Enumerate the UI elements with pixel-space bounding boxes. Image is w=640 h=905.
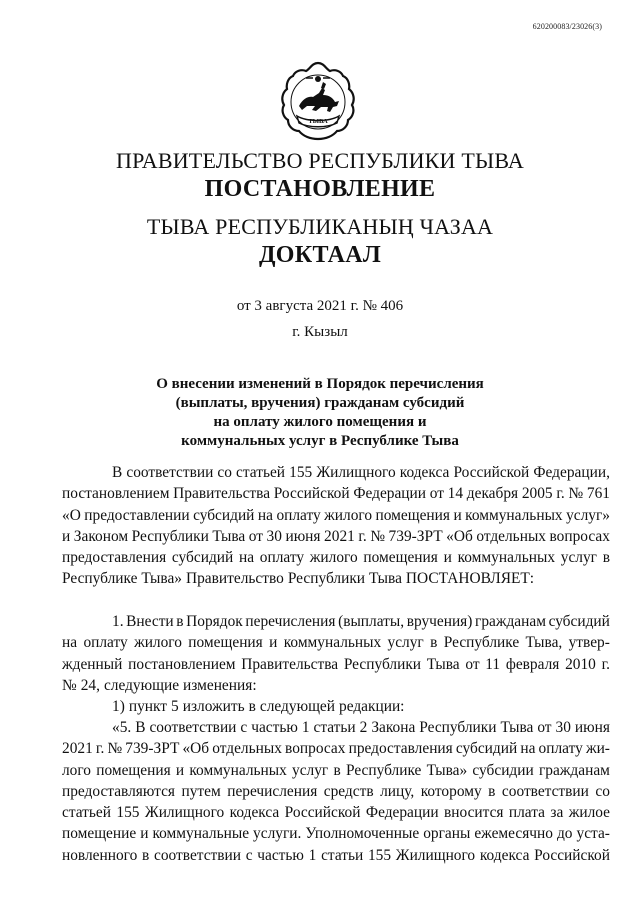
word: декабря [466,485,519,503]
word: помещения [363,549,438,567]
word: редакции: [339,698,405,715]
text-line [62,738,610,759]
word: с [240,719,248,736]
word: г. [358,527,367,545]
word: органы [423,825,471,843]
word: постановлением [128,655,236,673]
word: и [175,761,185,779]
word: оплату [538,740,583,758]
date-number: от 3 августа 2021 г. № 406 [236,298,404,314]
word: 30 [266,527,282,545]
text-line [62,760,610,781]
word: «Об [446,527,473,545]
word: 11 [485,655,501,673]
word: Российской [534,846,610,864]
subject-line: на оплату жилого помещения и [213,414,427,430]
word: 1. [112,613,124,630]
word: февраля [505,655,560,673]
word: субсидий [171,549,234,567]
text-line [62,505,610,526]
word: от [537,719,552,736]
word: июня [285,527,321,545]
word: услуг [560,549,597,567]
city: г. Кызыл [292,324,348,340]
text-line [62,823,610,844]
word: Российской [453,464,530,481]
word: жилого [324,506,373,524]
word: Тыва [500,719,534,736]
word: соответствии [154,846,241,864]
government-title-tyvan: ТЫВА РЕСПУБЛИКАНЫҢ ЧАЗАА [146,214,494,239]
word: оплату [83,634,128,652]
subject-line: (выплаты, вручения) гражданам субсидий [175,395,465,411]
word: ПОСТАНОВЛЯЕТ: [405,570,535,588]
word: Республики [287,570,366,588]
word: в [176,613,184,630]
word: кодекса [399,464,450,481]
word: Законом [73,527,129,545]
word: Порядок [186,613,243,630]
word: субсидий [548,613,610,630]
word: в [430,634,438,652]
decree-subject [0,375,640,451]
word: Республике [345,761,422,779]
word: 30 [555,719,571,736]
word: соответствии [126,464,214,481]
word: перечисления [245,613,336,630]
word: В [112,464,123,481]
word: перечисления [227,782,318,800]
word: статьи [313,719,356,736]
word: вопросах [285,740,346,758]
word: № [107,740,123,758]
word: № [62,676,77,694]
word: утвер- [568,634,610,652]
word: Республики [343,655,422,673]
word: июня [574,719,610,736]
word: Федерации [365,804,439,822]
word: соответствии [149,719,237,736]
word: Тыва [369,570,402,588]
word: 761 [586,485,610,503]
word: на [238,549,255,567]
word: кодекса [479,846,530,864]
word: Тыва» [426,761,468,779]
word: услуг [292,761,329,779]
word: 5 [171,698,179,715]
word: Закона [371,719,416,736]
word: с [245,846,253,864]
word: 24, [80,676,100,694]
word: предоставляются [62,782,175,800]
word: Тыва [212,527,246,545]
word: лицу, [380,782,415,800]
word: Республике [62,570,138,588]
word: новленного [62,846,138,864]
word: следующей [259,698,336,715]
word: и [140,825,149,843]
text-line [62,654,610,675]
word: до [556,825,573,843]
word: предоставления [348,740,453,758]
word: Республики [419,719,497,736]
word: изложить [182,698,245,715]
word: Внести [126,613,174,630]
text-line [62,675,610,696]
word: 14 [447,485,464,503]
word: коммунальных [465,506,563,524]
word: коммунальные [152,825,250,843]
text-line [62,696,610,717]
word: Российской [273,485,350,503]
word: на [62,634,78,652]
word: 2005 [521,485,553,503]
word: Правительство [186,570,284,588]
word: Правительства [241,655,339,673]
word: в [248,698,256,715]
word: отдельных [212,740,282,758]
word: отдельных [476,527,546,545]
word: в [488,782,496,800]
word: Республике [443,634,520,652]
word: предоставления [62,549,167,567]
text-line [62,611,610,632]
word: жилое [568,804,610,822]
government-title: ПРАВИТЕЛЬСТВО РЕСПУБЛИКИ ТЫВА [116,148,524,173]
word: субсидии [472,761,534,779]
word: Республики [131,527,209,545]
word: плата [508,804,545,822]
word: на [520,740,536,758]
word: Жилищного [395,846,476,864]
word: статьи [321,846,364,864]
word: № [568,485,584,503]
word: изменения: [183,676,257,694]
word: г. [95,740,105,758]
word: частью [251,719,298,736]
word: услуги. [253,825,302,843]
word: коммунальных [283,634,382,652]
text-line [62,845,610,866]
word: ежемесячно [474,825,553,843]
word: путем [181,782,221,800]
word: 155 [367,846,392,864]
word: оплату [276,506,321,524]
word: «5. [112,719,132,736]
word: Уполномоченные [305,825,420,843]
word: Федерации, [533,464,610,481]
decree-title-tyvan: ДОКТААЛ [258,242,382,268]
decree-title: ПОСТАНОВЛЕНИЕ [204,176,436,202]
word: В [135,719,146,736]
text-line [62,568,610,589]
word: Федерации [353,485,427,503]
word: Тыва [426,655,460,673]
emblem-label: ТЫВА [308,118,328,125]
text-line [62,802,610,823]
word: помещения [188,634,263,652]
text-line [62,781,610,802]
word: от [429,485,444,503]
word: постановлением [62,485,170,503]
text-line [62,483,610,504]
word: помещения [375,506,450,524]
coat-of-arms-emblem [277,60,359,142]
word: от [248,527,263,545]
word: лого [62,761,91,779]
word: 2021 [324,527,355,545]
word: 2010 [565,655,596,673]
subitem-1 [62,696,610,717]
word: со [595,782,610,800]
word: 2021 [62,740,93,758]
text-line [62,462,610,483]
word: и [453,506,462,524]
word: соответствии [501,782,589,800]
word: помещение [62,825,137,843]
word: и [62,527,71,545]
word: в [142,846,150,864]
word: коммунальных [457,549,556,567]
word: 1 [301,719,310,736]
word: и [443,549,452,567]
word: 739-ЗРТ [388,527,443,545]
word: Тыва» [141,570,182,588]
word: помещения [96,761,171,779]
text-line [62,526,610,547]
word: субсидий [193,506,255,524]
word: 739-ЗРТ [125,740,180,758]
word: жилого [309,549,358,567]
word: гражданам [538,761,610,779]
word: коммунальных [189,761,287,779]
word: жилого [134,634,182,652]
text-line [62,717,610,738]
word: жденный [62,655,123,673]
subject-line: О внесении изменений в Порядок перечисления [156,376,484,392]
word: «О [62,506,81,524]
word: вопросах [549,527,610,545]
word: за [550,804,564,822]
quoted-paragraph [62,717,610,866]
word: от [465,655,480,673]
word: Жилищного [316,464,396,481]
word: оплату [259,549,305,567]
item-1-paragraph [62,611,610,696]
word: жи- [585,740,610,758]
word: кодекса [229,804,280,822]
word: г. [601,655,610,673]
preamble-paragraph [62,462,610,590]
word: средств [323,782,374,800]
word: Тыва, [525,634,563,652]
word: субсидий [455,740,518,758]
word: Российской [284,804,361,822]
word: со [217,464,232,481]
word: пункт [128,698,167,715]
word: (выплаты, [338,613,405,630]
word: № [370,527,386,545]
word: которому [420,782,482,800]
word: и [269,634,278,652]
word: Правительства [173,485,271,503]
text-line [62,632,610,653]
word: 155 [289,464,313,481]
text-line [62,547,610,568]
word: частью [257,846,304,864]
word: «Об [182,740,210,758]
word: на [257,506,273,524]
word: предоставлении [84,506,190,524]
word: следующие [103,676,180,694]
word: вручения) [406,613,473,630]
word: статьей [236,464,286,481]
word: в [602,549,610,567]
word: 1 [308,846,317,864]
word: гражданам [475,613,546,630]
word: уста- [576,825,610,843]
word: г. [556,485,565,503]
subject-line: коммунальных услуг в Республике Тыва [181,433,459,449]
word: Жилищного [144,804,225,822]
document-code: 620200083/23026(3) [532,22,602,31]
word: вносится [444,804,504,822]
word: 155 [116,804,140,822]
word: статьей [62,804,111,822]
word: в [333,761,341,779]
word: услуг» [566,506,610,524]
word: 2 [359,719,368,736]
word: услуг [387,634,424,652]
word: 1) [112,698,125,715]
